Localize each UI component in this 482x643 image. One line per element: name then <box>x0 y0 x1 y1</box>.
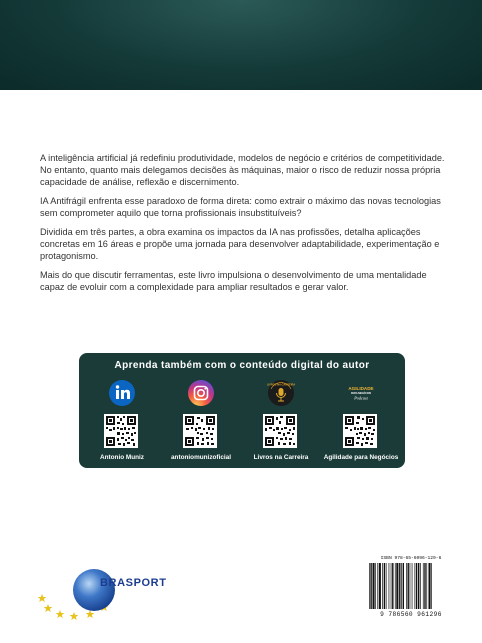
barcode-bar <box>423 563 424 609</box>
linkedin-card[interactable] <box>82 377 162 465</box>
barcode-bar <box>429 563 431 609</box>
barcode-bar <box>431 563 432 609</box>
barcode-bar <box>420 563 421 609</box>
barcode-bar <box>403 563 404 609</box>
barcode-bar <box>382 563 383 609</box>
livros-na-carreira-label: Livros na Carreira <box>253 454 309 461</box>
globe-icon <box>73 569 115 611</box>
barcode-bar <box>384 563 385 609</box>
livros-na-carreira-qr-code[interactable] <box>263 414 297 448</box>
livros-logo-text: LIVROS NA CARREIRA <box>267 383 295 387</box>
barcode-bar <box>373 563 375 609</box>
barcode-bar <box>406 563 407 609</box>
barcode-bar <box>389 563 390 609</box>
barcode-bar <box>408 563 409 609</box>
back-cover-blurb <box>40 152 445 300</box>
barcode-bar <box>396 563 398 609</box>
barcode-bars <box>365 563 457 611</box>
barcode-bar <box>399 563 400 609</box>
barcode-bar <box>379 563 381 609</box>
agilidade-logo-subtext: PARA NEGÓCIOS <box>350 392 372 395</box>
agilidade-qr-code[interactable] <box>343 414 377 448</box>
digital-content-panel <box>79 353 405 468</box>
barcode-bar <box>416 563 417 609</box>
blurb-paragraph: Mais do que discutir ferramentas, este livro impulsiona o desenvolvimento de uma mentalidade capaz de evoluir com a complexidade para ampliar resultados e gerar valor. <box>40 270 427 292</box>
barcode-bar <box>415 563 416 609</box>
barcode-bar <box>375 563 376 609</box>
barcode-bar <box>369 563 370 609</box>
brasport-logo <box>38 566 188 622</box>
agilidade-label: Agilidade para Negócios <box>323 454 399 461</box>
barcode-bar <box>412 563 413 609</box>
barcode-bar <box>426 563 427 609</box>
barcode-bar <box>424 563 425 609</box>
blurb-paragraph: IA Antifrágil enfrenta esse paradoxo de forma direta: como extrair o máximo das novas tecnologias sem comprometer aquilo que torna profissionais insubstituíveis? <box>40 196 441 218</box>
panel-title: Aprenda também com o conteúdo digital do autor <box>114 360 370 371</box>
instagram-label: antoniomunizoficial <box>171 454 231 461</box>
agilidade-podcast-icon <box>339 379 383 407</box>
instagram-qr-code[interactable] <box>183 414 217 448</box>
barcode-bar <box>395 563 396 609</box>
isbn-digits: 9 786560 961296 <box>380 611 442 618</box>
agilidade-logo-text: AGILIDADE <box>348 386 374 391</box>
linkedin-icon <box>108 379 136 407</box>
barcode-bar <box>418 563 419 609</box>
top-cover-band <box>0 0 482 90</box>
isbn-text: ISBN 978-65-6096-129-6 <box>380 556 442 561</box>
blurb-paragraph: Dividida em três partes, a obra examina os impactos da IA nas profissões, detalha aplicações concretas em 16 áreas e propõe uma jornada para desenvolver adaptabilidade, experimentação e protagonismo. <box>40 227 440 261</box>
barcode-bar <box>370 563 371 609</box>
livros-na-carreira-card[interactable] <box>241 377 321 465</box>
livros-na-carreira-icon <box>267 379 295 407</box>
barcode-bar <box>391 563 392 609</box>
blurb-paragraph: A inteligência artificial já redefiniu produtividade, modelos de negócio e critérios de competitividade. No entanto, quanto mais delegamos decisões às máquinas, maior o risco de reduzir nossa própria capacidade de análise, reflexão e discernimento. <box>40 153 445 187</box>
instagram-icon <box>187 379 215 407</box>
barcode-bar <box>410 563 411 609</box>
barcode-bar <box>386 563 387 609</box>
instagram-card[interactable] <box>161 377 241 465</box>
isbn-barcode <box>365 556 457 620</box>
linkedin-qr-code[interactable] <box>104 414 138 448</box>
linkedin-label: Antonio Muniz <box>99 454 144 461</box>
barcode-bar <box>377 563 378 609</box>
agilidade-podcast-card[interactable] <box>321 377 401 465</box>
agilidade-logo-script: Podcast <box>354 395 368 401</box>
barcode-bar <box>401 563 402 609</box>
barcode-bar <box>392 563 393 609</box>
publisher-name: BRASPORT <box>100 577 167 589</box>
